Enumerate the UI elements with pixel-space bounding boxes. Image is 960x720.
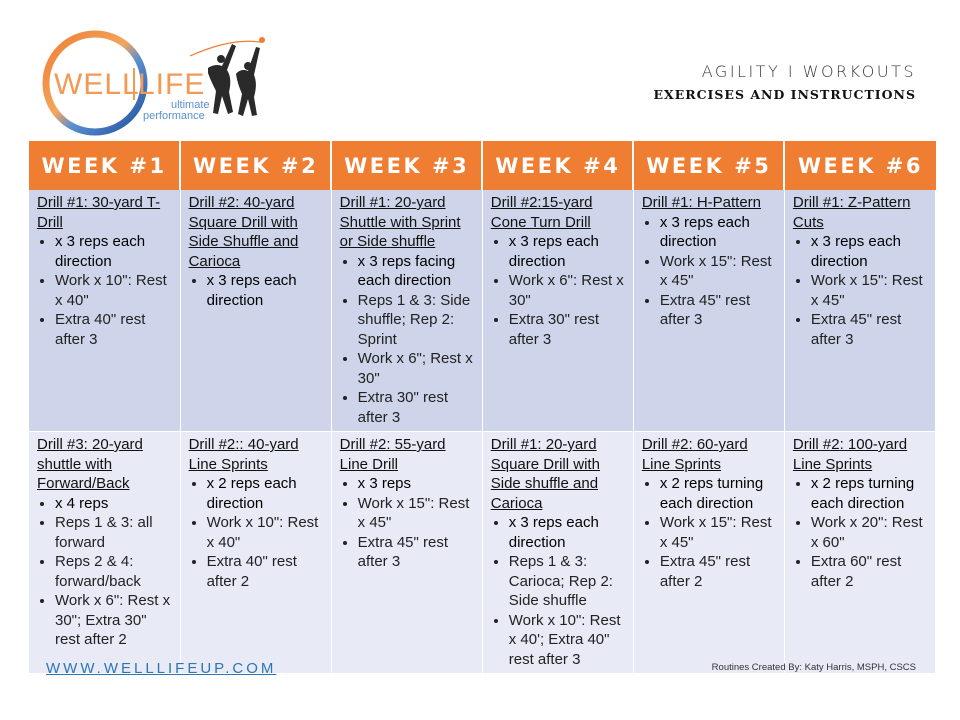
instruction-item: • x 2 reps turning each direction [811,474,929,513]
instruction-item: • x 3 reps each direction [207,271,325,310]
drill-instructions [642,213,778,330]
instruction-item: • Extra 45" rest after 3 [811,310,929,349]
instruction-item: • Work x 20": Rest x 60" [811,513,929,552]
week-6-header: WEEK #6 [784,141,935,190]
drill-title: Drill #2:15-yard Cone Turn Drill [490,194,593,231]
instruction-item: • Reps 2 & 4: forward/back [55,552,174,591]
logo-tagline-2: performance [143,110,205,122]
instruction-item: • x 4 reps [55,494,174,514]
drill-instructions [189,271,325,310]
page-subtitle: EXERCISES AND INSTRUCTIONS [653,87,916,102]
drill-title: Drill #2: 100-yard Line Sprints [792,436,908,473]
website-link[interactable]: WWW.WELLLIFEUP.COM [46,660,277,677]
drill-title: Drill #1: 20-yard Shuttle with Sprint or Side shuffle [339,194,461,250]
instruction-item: • Extra 60" rest after 2 [811,552,929,591]
drill-title: Drill #2: 60-yard Line Sprints [641,436,748,473]
instruction-item: • Reps 1 & 3: all forward [55,513,174,552]
title-block [653,62,916,102]
drill-cell [331,432,482,674]
logo-brand-left: WELL [54,68,140,101]
drill-cell [29,432,180,674]
instruction-item: • Work x 15": Rest x 45" [811,271,929,310]
drill-instructions [642,474,778,591]
players-silhouette-icon [208,44,260,116]
instruction-item: • Work x 6": Rest x 30"; Extra 30" rest after 2 [55,591,174,650]
drill-title: Drill #3: 20-yard shuttle with Forward/Back [37,436,143,492]
instruction-item: • x 3 reps each direction [509,232,627,271]
drill-row-1 [29,190,936,432]
drill-cell [180,190,331,432]
instruction-item: • Work x 15": Rest x 45" [660,252,778,291]
week-3-header: WEEK #3 [331,141,482,190]
instruction-item: • Work x 15": Rest x 45" [660,513,778,552]
drill-instructions [189,474,325,591]
drill-row-2 [29,432,936,674]
instruction-item: • x 3 reps each direction [509,513,627,552]
drill-title: Drill #1: Z-Pattern Cuts [792,194,911,231]
instruction-item: • x 2 reps turning each direction [660,474,778,513]
week-1-header: WEEK #1 [29,141,180,190]
logo-tagline-1: ultimate [171,99,210,111]
instruction-item: • Work x 10": Rest x 40'; Extra 40" rest after 3 [509,611,627,670]
instruction-item: • Extra 40" rest after 2 [207,552,325,591]
instruction-item: • Work x 10": Rest x 40" [55,271,174,310]
instruction-item: • Work x 6"; Rest x 30" [358,349,476,388]
instruction-item: • x 3 reps [358,474,476,494]
instruction-item: • Work x 15": Rest x 45" [358,494,476,533]
instruction-item: • Reps 1 & 3: Side shuffle; Rep 2: Sprint [358,291,476,350]
instruction-item: • Work x 6": Rest x 30" [509,271,627,310]
instruction-item: • x 3 reps facing each direction [358,252,476,291]
drill-cell [784,432,935,674]
instruction-item: • x 3 reps each direction [811,232,929,271]
week-5-header: WEEK #5 [633,141,784,190]
drill-instructions [793,232,929,349]
drill-instructions [340,252,476,428]
instruction-item: • Reps 1 & 3: Carioca; Rep 2: Side shuffle [509,552,627,611]
week-header-row [29,141,936,190]
instruction-item: • Extra 30" rest after 3 [509,310,627,349]
drill-cell [482,432,633,674]
drill-title: Drill #2: 40-yard Square Drill with Side Shuffle and Carioca [188,194,299,270]
instruction-item: • Extra 45" rest after 3 [660,291,778,330]
instruction-item: • Extra 40" rest after 3 [55,310,174,349]
drill-title: Drill #2:: 40-yard Line Sprints [188,436,299,473]
drill-instructions [37,232,174,349]
drill-cell [29,190,180,432]
instruction-item: • x 2 reps each direction [207,474,325,513]
drill-cell [331,190,482,432]
workout-table [29,141,936,674]
drill-title: Drill #2: 55-yard Line Drill [339,436,446,473]
instruction-item: • Extra 45" rest after 3 [358,533,476,572]
instruction-item: • Work x 10": Rest x 40" [207,513,325,552]
drill-instructions [340,474,476,572]
well-life-logo [40,28,270,138]
logo-brand-right: LIFE [138,68,206,101]
drill-instructions [793,474,929,591]
drill-cell [784,190,935,432]
drill-title: Drill #1: 20-yard Square Drill with Side shuffle and Carioca [490,436,600,512]
drill-instructions [37,494,174,650]
week-4-header: WEEK #4 [482,141,633,190]
instruction-item: • x 3 reps each direction [55,232,174,271]
drill-cell [633,190,784,432]
instruction-item: • Extra 45" rest after 2 [660,552,778,591]
page-title: AGILITY I WORKOUTS [701,62,916,81]
drill-title: Drill #1: 30-yard T-Drill [37,194,161,231]
week-2-header: WEEK #2 [180,141,331,190]
drill-cell [482,190,633,432]
drill-cell [633,432,784,674]
routine-credit: Routines Created By: Katy Harris, MSPH, CSCS [711,662,916,673]
instruction-item: • Extra 30" rest after 3 [358,388,476,427]
drill-cell [180,432,331,674]
drill-title: Drill #1: H-Pattern [641,194,762,211]
drill-instructions [491,513,627,669]
drill-instructions [491,232,627,349]
instruction-item: • x 3 reps each direction [660,213,778,252]
